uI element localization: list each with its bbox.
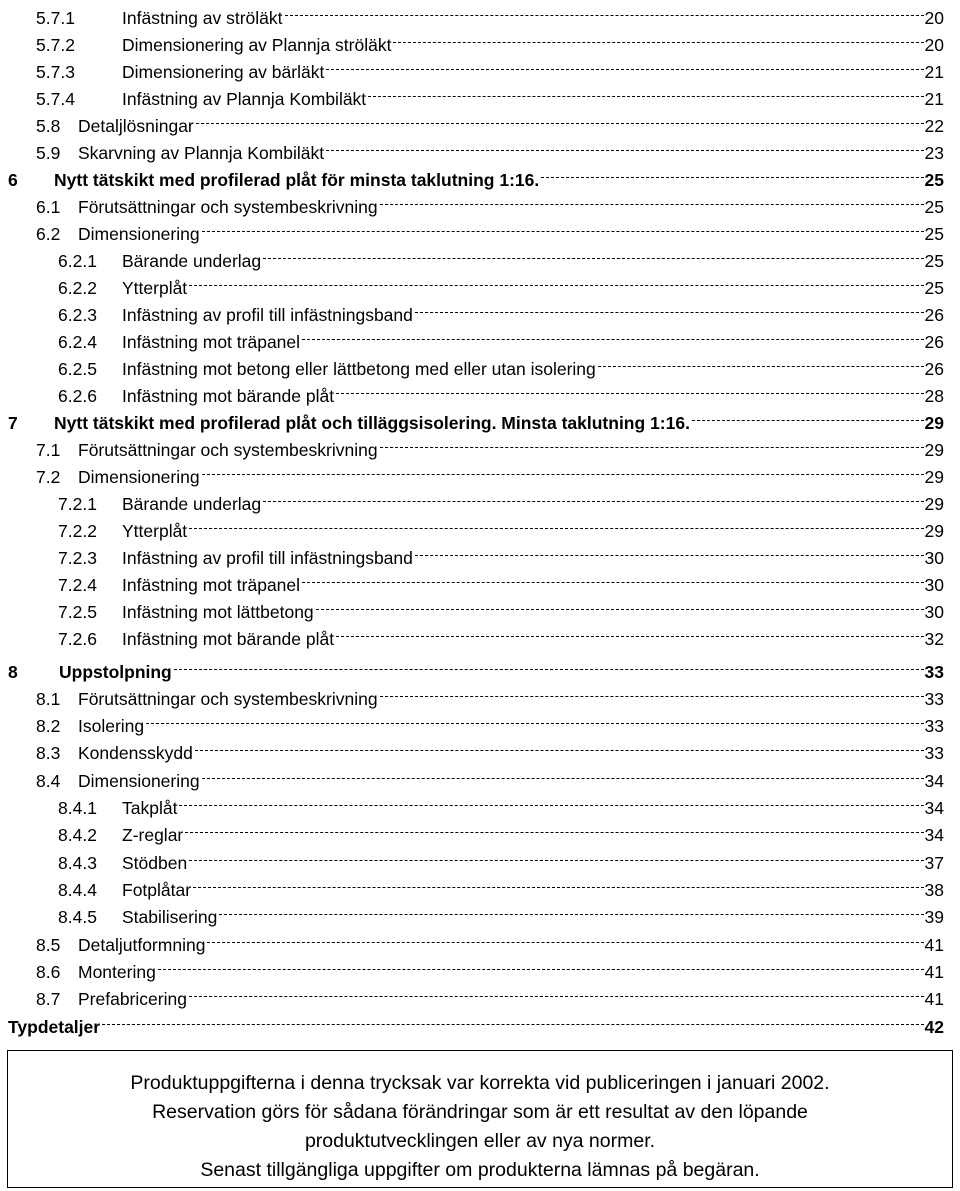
toc-entry-page: 29	[924, 521, 944, 541]
toc-entry-title: Stabilisering	[122, 907, 218, 927]
toc-entry-number: 6.2.5	[58, 359, 97, 379]
toc-entry-title: Förutsättningar och systembeskrivning	[78, 689, 378, 709]
disclaimer-line: produktutvecklingen eller av nya normer.	[304, 1130, 656, 1152]
toc-entry[interactable]	[36, 108, 944, 136]
toc-entry[interactable]	[36, 81, 944, 109]
toc-leader	[302, 324, 924, 348]
toc-leader	[380, 681, 924, 705]
toc-leader	[179, 790, 923, 814]
toc-entry[interactable]	[36, 0, 944, 28]
toc-entry-page: 34	[924, 771, 944, 791]
toc-entry[interactable]	[58, 324, 944, 352]
toc-entry-number: 5.9	[36, 143, 61, 163]
toc-entry-page: 29	[924, 467, 944, 487]
toc-leader	[336, 378, 923, 402]
toc-entry[interactable]	[36, 763, 944, 791]
toc-chapter[interactable]	[8, 405, 944, 433]
toc-entry-page: 21	[924, 62, 944, 82]
toc-leader	[174, 654, 924, 678]
toc-entry-number: 7	[8, 413, 18, 433]
toc-entry-title: Prefabricering	[78, 989, 187, 1009]
toc-leader	[207, 927, 923, 951]
toc-entry[interactable]	[58, 351, 944, 379]
toc-entry-number: 7.2.4	[58, 575, 97, 595]
toc-entry[interactable]	[36, 54, 944, 82]
toc-entry-page: 29	[924, 494, 944, 514]
toc-entry[interactable]	[58, 872, 944, 900]
toc-entry-title: Bärande underlag	[122, 494, 262, 514]
toc-entry-page: 29	[924, 413, 944, 433]
toc-entry[interactable]	[58, 817, 944, 845]
toc-entry-number: 8.5	[36, 935, 61, 955]
toc-entry-page: 33	[924, 743, 944, 763]
toc-leader	[263, 243, 923, 267]
toc-entry[interactable]	[58, 790, 944, 818]
toc-entry-page: 26	[924, 359, 944, 379]
toc-leader	[380, 189, 924, 213]
toc-entry-page: 29	[924, 440, 944, 460]
toc-entry-title: Montering	[78, 962, 156, 982]
toc-entry-page: 26	[924, 332, 944, 352]
toc-entry-title: Uppstolpning	[59, 662, 172, 682]
toc-entry-number: 7.2.3	[58, 548, 97, 568]
toc-entry[interactable]	[58, 486, 944, 514]
toc-leader	[380, 432, 924, 456]
toc-entry-title: Ytterplåt	[122, 521, 188, 541]
toc-entry[interactable]	[36, 432, 944, 460]
toc-entry[interactable]	[58, 513, 944, 541]
toc-entry-page: 25	[924, 197, 944, 217]
toc-entry-title: Bärande underlag	[122, 251, 262, 271]
toc-entry-number: 6.2.3	[58, 305, 97, 325]
toc-entry-title: Infästning mot träpanel	[122, 332, 301, 352]
toc-entry-number: 8.3	[36, 743, 61, 763]
toc-entry-title: Detaljutformning	[78, 935, 206, 955]
toc-leader	[189, 270, 923, 294]
toc-entry-page: 21	[924, 89, 944, 109]
toc-leader	[415, 540, 924, 564]
toc-chapter[interactable]	[8, 1009, 944, 1037]
toc-entry-title: Kondensskydd	[78, 743, 193, 763]
toc-entry[interactable]	[58, 899, 944, 927]
toc-entry-page: 34	[924, 825, 944, 845]
toc-leader	[195, 735, 924, 759]
toc-entry-number: 8.6	[36, 962, 61, 982]
toc-entry-title: Infästning av ströläkt	[122, 8, 283, 28]
toc-entry-number: 8.7	[36, 989, 61, 1009]
toc-leader	[202, 459, 924, 483]
toc-entry-number: 6.2	[36, 224, 61, 244]
toc-entry[interactable]	[58, 378, 944, 406]
toc-leader	[326, 54, 923, 78]
toc-entry-page: 25	[924, 224, 944, 244]
toc-entry-title: Isolering	[78, 716, 145, 736]
toc-leader	[263, 486, 923, 510]
toc-entry-title: Infästning mot träpanel	[122, 575, 301, 595]
toc-entry-page: 41	[924, 962, 944, 982]
toc-entry-title: Dimensionering	[78, 467, 200, 487]
toc-leader	[598, 351, 924, 375]
toc-entry-number: 8.4.5	[58, 907, 97, 927]
toc-entry-page: 37	[924, 853, 944, 873]
toc-entry-page: 30	[924, 602, 944, 622]
toc-leader	[102, 1009, 923, 1033]
toc-entry-number: 8	[8, 662, 18, 682]
toc-entry[interactable]	[58, 297, 944, 325]
toc-entry-title: Infästning av profil till infästningsband	[122, 548, 413, 568]
toc-entry[interactable]	[36, 708, 944, 736]
toc-chapter[interactable]	[8, 162, 944, 190]
toc-leader	[326, 135, 923, 159]
toc-leader	[202, 216, 924, 240]
toc-entry-number: 7.2	[36, 467, 61, 487]
toc-entry-number: 7.1	[36, 440, 61, 460]
toc-entry-title: Dimensionering	[78, 771, 200, 791]
toc-entry-page: 42	[924, 1017, 944, 1037]
toc-entry[interactable]	[36, 27, 944, 55]
disclaimer-line: Produktuppgifterna i denna trycksak var korrekta vid publiceringen i januari 2002.	[130, 1072, 830, 1094]
toc-entry[interactable]	[36, 981, 944, 1009]
toc-entry[interactable]	[58, 621, 944, 649]
toc-entry-page: 26	[924, 305, 944, 325]
disclaimer-line: Reservation görs för sådana förändringar som är ett resultat av den löpande	[152, 1101, 808, 1123]
toc-entry[interactable]	[36, 135, 944, 163]
toc-entry-title: Infästning mot betong eller lättbetong med eller utan isolering	[122, 359, 596, 379]
toc-entry-page: 33	[924, 662, 944, 682]
toc-entry-page: 28	[924, 386, 944, 406]
toc-entry-number: 6.1	[36, 197, 61, 217]
toc-entry-page: 23	[924, 143, 944, 163]
toc-entry[interactable]	[58, 243, 944, 271]
toc-entry-number: 5.7.3	[36, 62, 75, 82]
toc-leader	[692, 405, 924, 429]
toc-entry-number: 6.2.4	[58, 332, 97, 352]
toc-entry-number: 7.2.2	[58, 521, 97, 541]
toc-entry-number: 8.4.2	[58, 825, 97, 845]
toc-entry-title: Förutsättningar och systembeskrivning	[78, 440, 378, 460]
toc-entry[interactable]	[58, 540, 944, 568]
toc-leader	[146, 708, 923, 732]
toc-entry-page: 38	[924, 880, 944, 900]
toc-entry[interactable]	[58, 845, 944, 873]
toc-entry-page: 25	[924, 278, 944, 298]
toc-entry-page: 20	[924, 8, 944, 28]
toc-entry-number: 7.2.1	[58, 494, 97, 514]
toc-entry-number: 6.2.2	[58, 278, 97, 298]
toc-entry-title: Stödben	[122, 853, 188, 873]
toc-entry-page: 39	[924, 907, 944, 927]
toc-entry-number: 8.1	[36, 689, 61, 709]
toc-entry[interactable]	[36, 735, 944, 763]
toc-leader	[189, 981, 924, 1005]
disclaimer-line: Senast tillgängliga uppgifter om produkterna lämnas på begäran.	[200, 1159, 760, 1181]
toc-entry[interactable]	[36, 189, 944, 217]
disclaimer-box	[7, 1050, 953, 1188]
toc-entry-page: 25	[924, 170, 944, 190]
toc-entry-title: Infästning mot lättbetong	[122, 602, 314, 622]
toc-leader	[196, 108, 924, 132]
toc-entry-title: Dimensionering	[78, 224, 200, 244]
toc-entry-title: Typdetaljer	[8, 1017, 101, 1037]
toc-chapter[interactable]	[8, 654, 944, 682]
toc-entry-number: 7.2.6	[58, 629, 97, 649]
toc-entry-number: 5.7.2	[36, 35, 75, 55]
toc-entry-number: 6.2.1	[58, 251, 97, 271]
toc-entry-title: Detaljlösningar	[78, 116, 194, 136]
toc-entry-number: 5.7.4	[36, 89, 75, 109]
toc-leader	[193, 872, 923, 896]
toc-entry-number: 8.2	[36, 716, 61, 736]
toc-entry-number: 8.4	[36, 771, 61, 791]
toc-entry-number: 7.2.5	[58, 602, 97, 622]
toc-entry-number: 5.8	[36, 116, 61, 136]
toc-entry[interactable]	[58, 270, 944, 298]
toc-entry-title: Skarvning av Plannja Kombiläkt	[78, 143, 325, 163]
toc-leader	[393, 27, 923, 51]
toc-entry-number: 8.4.4	[58, 880, 97, 900]
toc-entry-number: 6	[8, 170, 18, 190]
toc-entry[interactable]	[36, 681, 944, 709]
toc-leader	[541, 162, 923, 186]
toc-leader	[189, 513, 923, 537]
toc-entry-title: Fotplåtar	[122, 880, 192, 900]
toc-entry-title: Infästning mot bärande plåt	[122, 629, 335, 649]
toc-entry-number: 8.4.3	[58, 853, 97, 873]
toc-leader	[336, 621, 923, 645]
toc-leader	[368, 81, 923, 105]
toc-entry-title: Nytt tätskikt med profilerad plåt och tilläggsisolering. Minsta taklutning 1:16.	[54, 413, 690, 433]
toc-entry-page: 33	[924, 689, 944, 709]
toc-leader	[202, 763, 924, 787]
toc-entry-title: Infästning av Plannja Kombiläkt	[122, 89, 367, 109]
toc-leader	[415, 297, 924, 321]
toc-entry-page: 30	[924, 548, 944, 568]
toc-entry[interactable]	[58, 567, 944, 595]
toc-entry-title: Förutsättningar och systembeskrivning	[78, 197, 378, 217]
toc-entry-title: Nytt tätskikt med profilerad plåt för minsta taklutning 1:16.	[54, 170, 540, 190]
toc-entry-page: 41	[924, 989, 944, 1009]
toc-entry-page: 33	[924, 716, 944, 736]
toc-entry-title: Takplåt	[122, 798, 178, 818]
toc-entry-title: Infästning av profil till infästningsband	[122, 305, 413, 325]
toc-entry-page: 25	[924, 251, 944, 271]
toc-entry-page: 22	[924, 116, 944, 136]
toc-entry-title: Infästning mot bärande plåt	[122, 386, 335, 406]
toc-entry-page: 34	[924, 798, 944, 818]
toc-entry[interactable]	[36, 459, 944, 487]
toc-entry-title: Dimensionering av bärläkt	[122, 62, 325, 82]
toc-entry-number: 8.4.1	[58, 798, 97, 818]
toc-leader	[219, 899, 923, 923]
toc-entry[interactable]	[36, 954, 944, 982]
toc-entry-number: 5.7.1	[36, 8, 75, 28]
toc-entry[interactable]	[36, 216, 944, 244]
toc-leader	[316, 594, 924, 618]
toc-entry-page: 30	[924, 575, 944, 595]
toc-leader	[302, 567, 924, 591]
toc-entry-title: Ytterplåt	[122, 278, 188, 298]
toc-entry[interactable]	[58, 594, 944, 622]
toc-entry-title: Z-reglar	[122, 825, 184, 845]
toc-entry-page: 32	[924, 629, 944, 649]
toc-entry-title: Dimensionering av Plannja ströläkt	[122, 35, 392, 55]
toc-entry-page: 41	[924, 935, 944, 955]
toc-leader	[285, 0, 924, 24]
toc-entry-number: 6.2.6	[58, 386, 97, 406]
toc-leader	[158, 954, 924, 978]
toc-entry[interactable]	[36, 927, 944, 955]
toc-leader	[189, 845, 923, 869]
toc-entry-page: 20	[924, 35, 944, 55]
toc-leader	[185, 817, 923, 841]
